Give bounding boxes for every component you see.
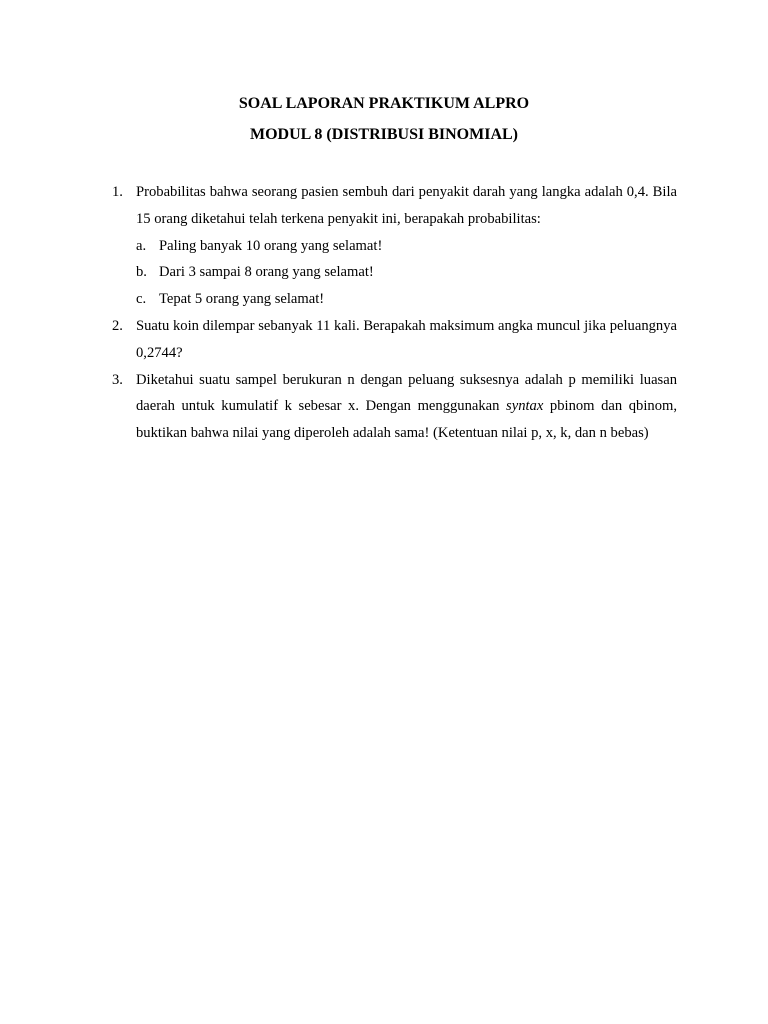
sub-item-letter: c.	[136, 291, 147, 308]
sub-item-c	[136, 286, 677, 313]
sub-item-letter: a.	[136, 237, 147, 254]
sub-item-text: Tepat 5 orang yang selamat!	[159, 291, 325, 308]
document-subtitle: MODUL 8 (DISTRIBUSI BINOMIAL)	[249, 126, 519, 143]
document-title: SOAL LAPORAN PRAKTIKUM ALPRO	[238, 95, 530, 112]
question-2	[112, 313, 677, 367]
question-number: 2.	[112, 317, 123, 334]
question-text-part: pbinom dan qbinom, buktikan bahwa nilai yang diperoleh adalah sama! (Ketentuan nilai p, x, k, dan n bebas)	[136, 398, 678, 442]
question-number: 1.	[112, 184, 123, 200]
question-text: Suatu koin dilempar sebanyak 11 kali. Berapakah maksimum angka muncul jika peluangnya 0,2744?	[136, 317, 677, 361]
syntax-emphasis: syntax	[506, 398, 544, 415]
question-text-part: Diketahui suatu sampel berukuran n dengan peluang suksesnya adalah p memiliki luasan daerah untuk kumulatif k sebesar x. Dengan menggunakan	[136, 371, 677, 415]
question-text	[136, 367, 677, 447]
question-number: 3.	[112, 371, 123, 388]
sub-item-text: Dari 3 sampai 8 orang yang selamat!	[159, 264, 374, 281]
question-list	[112, 179, 677, 447]
sub-item-b	[136, 259, 677, 286]
sub-item-text: Paling banyak 10 orang yang selamat!	[159, 237, 383, 254]
question-1	[112, 179, 677, 313]
question-3	[112, 367, 677, 447]
sub-item-a	[136, 233, 677, 260]
question-text: Probabilitas bahwa seorang pasien sembuh dari penyakit darah yang langka adalah 0,4. Bila 15 orang diketahui telah terkena penyakit ini, berapakah probabilitas:	[136, 184, 677, 227]
sub-item-letter: b.	[136, 264, 147, 281]
